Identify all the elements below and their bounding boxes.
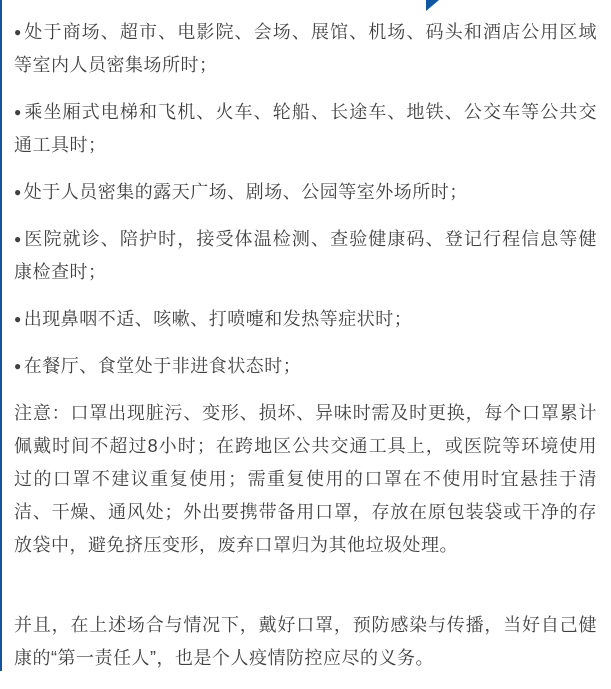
bullet-text: 处于人员密集的露天广场、剧场、公园等室外场所时； [23,182,468,202]
bullet-item [14,223,597,289]
bullet-text: 在餐厅、食堂处于非进食状态时； [23,356,302,376]
bullet-item [14,303,597,336]
bullet-icon: ● [14,105,23,119]
bullet-item [14,350,597,383]
bullet-item [14,16,597,82]
bullet-text: 处于商场、超市、电影院、会场、展馆、机场、码头和酒店公用区域等室内人员密集场所时； [14,22,597,75]
bullet-icon: ● [14,185,22,199]
note-paragraph: 注意：口罩出现脏污、变形、损坏、异味时需及时更换，每个口罩累计佩戴时间不超过8小时；在跨地区公共交通工具上，或医院等环境使用过的口罩不建议重复使用；需重复使用的口罩在不使用时宜悬挂于清洁、干燥、通风处；外出要携带备用口罩，存放在原包装袋或干净的存放袋中，避免挤压变形，废弃口罩归为其他垃圾处理。 [14,403,597,555]
closing-paragraph: 并且，在上述场合与情况下，戴好口罩，预防感染与传播，当好自己健康的“第一责任人”，也是个人疫情防控应尽的义务。 [14,615,597,668]
bullet-item [14,176,597,209]
bullet-text: 出现鼻咽不适、咳嗽、打喷嚏和发热等症状时； [23,309,413,329]
bullet-icon: ● [14,312,22,326]
bullet-icon: ● [14,232,23,246]
bullet-item [14,96,597,162]
bullet-text: 乘坐厢式电梯和飞机、火车、轮船、长途车、地铁、公交车等公共交通工具时； [14,102,597,155]
bullet-text: 医院就诊、陪护时，接受体温检测、查验健康码、登记行程信息等健康检查时； [14,229,597,282]
bullet-icon: ● [14,25,23,39]
bullet-icon: ● [14,359,22,373]
